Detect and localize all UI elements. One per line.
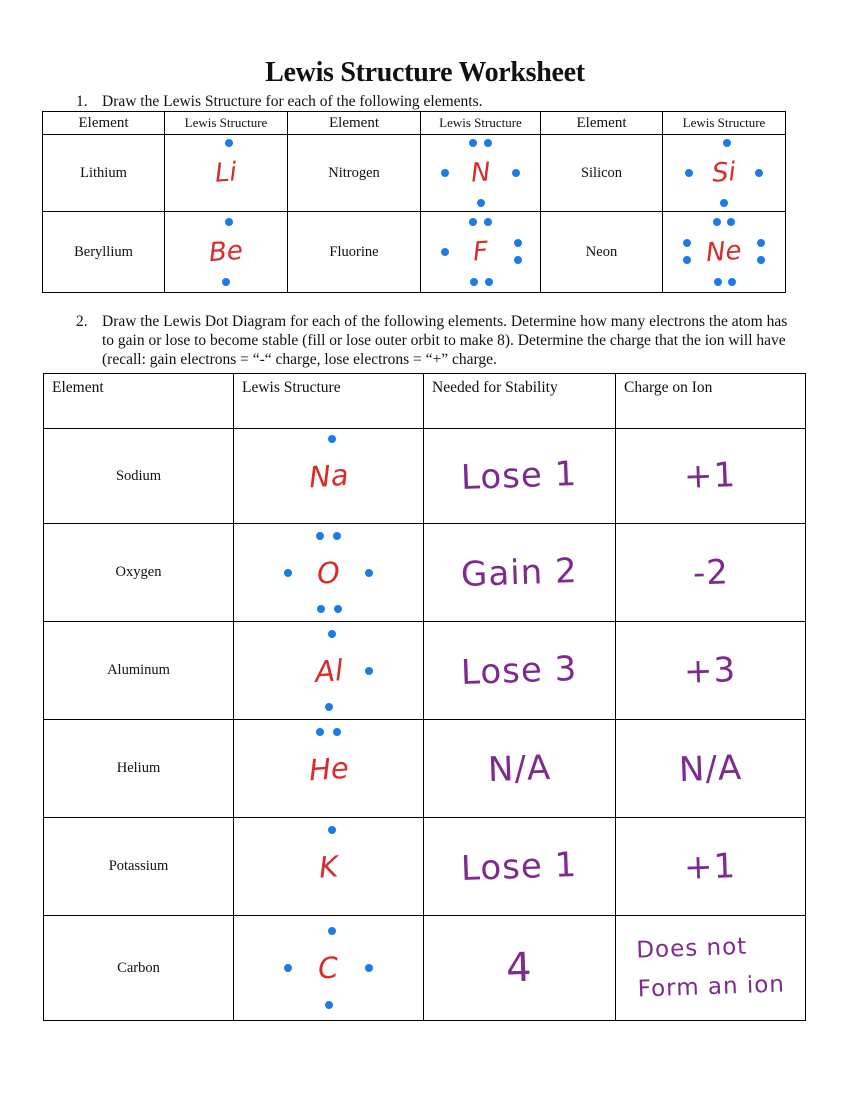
lewis-structure bbox=[429, 216, 533, 288]
electron-dot bbox=[365, 667, 373, 675]
electron-dot bbox=[484, 139, 492, 147]
electron-dot bbox=[328, 927, 336, 935]
table-row-potassium bbox=[44, 818, 806, 916]
column-header-needed-for-stability: Needed for Stability bbox=[424, 374, 616, 429]
question-2-text: Draw the Lewis Dot Diagram for each of the following elements. Determine how many electrons the atom has to gain or lose to become stable (fill or lose outer orbit to make 8). Determine the charge that the ion will have (recall: gain electrons = “-“ charge, lose electrons = “+” charge. bbox=[102, 313, 788, 368]
element-symbol: He bbox=[307, 750, 350, 787]
electron-dot bbox=[757, 239, 765, 247]
electron-dot bbox=[469, 139, 477, 147]
electron-dot bbox=[316, 728, 324, 736]
lewis-structure bbox=[269, 528, 389, 618]
element-symbol: F bbox=[471, 236, 490, 268]
charge-answer: -2 bbox=[691, 551, 730, 594]
electron-dot bbox=[514, 256, 522, 264]
electron-dot bbox=[317, 605, 325, 613]
column-header-lewis-structure: Lewis Structure bbox=[165, 112, 288, 135]
column-header-element: Element bbox=[43, 112, 165, 135]
element-name: Lithium bbox=[43, 135, 165, 212]
stability-answer: Lose 1 bbox=[460, 844, 579, 889]
element-symbol: Li bbox=[214, 157, 238, 189]
column-header-element: Element bbox=[288, 112, 421, 135]
question-1-number: 1. bbox=[76, 93, 88, 110]
page-title: Lewis Structure Worksheet bbox=[265, 56, 585, 88]
electron-dot bbox=[441, 169, 449, 177]
stability-answer: N/A bbox=[487, 747, 552, 790]
electron-dot bbox=[365, 964, 373, 972]
element-symbol: Be bbox=[208, 235, 244, 269]
element-name: Nitrogen bbox=[288, 135, 421, 212]
table-1 bbox=[42, 111, 786, 293]
lewis-structure bbox=[174, 216, 278, 288]
question-2-number: 2. bbox=[76, 313, 88, 330]
stability-answer: Lose 1 bbox=[460, 453, 579, 499]
electron-dot bbox=[720, 199, 728, 207]
electron-dot bbox=[316, 532, 324, 540]
electron-dot bbox=[683, 239, 691, 247]
charge-answer: N/A bbox=[678, 747, 743, 790]
table-row-helium bbox=[44, 720, 806, 818]
electron-dot bbox=[284, 569, 292, 577]
element-name: Helium bbox=[44, 720, 234, 818]
table-2 bbox=[43, 373, 806, 1021]
column-header-lewis-structure: Lewis Structure bbox=[663, 112, 786, 135]
table-row-oxygen bbox=[44, 524, 806, 622]
table-row-sodium bbox=[44, 429, 806, 524]
lewis-structure bbox=[174, 137, 278, 209]
electron-dot bbox=[225, 218, 233, 226]
charge-answer: +3 bbox=[683, 649, 738, 692]
electron-dot bbox=[469, 218, 477, 226]
element-name: Fluorine bbox=[288, 212, 421, 293]
element-name: Potassium bbox=[44, 818, 234, 916]
element-name: Oxygen bbox=[44, 524, 234, 622]
electron-dot bbox=[713, 218, 721, 226]
lewis-structure bbox=[269, 431, 389, 521]
electron-dot bbox=[484, 218, 492, 226]
lewis-structure bbox=[269, 724, 389, 814]
electron-dot bbox=[365, 569, 373, 577]
electron-dot bbox=[477, 199, 485, 207]
element-symbol: Si bbox=[711, 157, 737, 189]
element-symbol: C bbox=[317, 950, 340, 986]
electron-dot bbox=[325, 703, 333, 711]
element-name: Beryllium bbox=[43, 212, 165, 293]
element-symbol: Na bbox=[307, 457, 350, 495]
electron-dot bbox=[333, 728, 341, 736]
charge-answer: +1 bbox=[683, 455, 738, 497]
element-name: Carbon bbox=[44, 916, 234, 1021]
table-1-header-row bbox=[43, 112, 786, 135]
lewis-structure bbox=[269, 822, 389, 912]
electron-dot bbox=[755, 169, 763, 177]
element-symbol: K bbox=[317, 848, 340, 885]
stability-answer: 4 bbox=[505, 944, 534, 992]
electron-dot bbox=[683, 256, 691, 264]
element-name: Aluminum bbox=[44, 622, 234, 720]
electron-dot bbox=[714, 278, 722, 286]
electron-dot bbox=[225, 139, 233, 147]
stability-answer: Gain 2 bbox=[460, 550, 579, 595]
electron-dot bbox=[723, 139, 731, 147]
electron-dot bbox=[757, 256, 765, 264]
element-symbol: O bbox=[315, 554, 342, 591]
electron-dot bbox=[334, 605, 342, 613]
table-row bbox=[43, 212, 786, 293]
lewis-structure bbox=[269, 626, 389, 716]
electron-dot bbox=[441, 248, 449, 256]
electron-dot bbox=[727, 218, 735, 226]
electron-dot bbox=[728, 278, 736, 286]
table-2-header-row bbox=[44, 374, 806, 429]
lewis-structure bbox=[672, 137, 776, 209]
electron-dot bbox=[514, 239, 522, 247]
element-symbol: Al bbox=[313, 652, 344, 689]
question-1-text: Draw the Lewis Structure for each of the following elements. bbox=[102, 93, 483, 110]
electron-dot bbox=[485, 278, 493, 286]
electron-dot bbox=[333, 532, 341, 540]
column-header-element: Element bbox=[44, 374, 234, 429]
column-header-charge-on-ion: Charge on Ion bbox=[616, 374, 806, 429]
table-row-aluminum bbox=[44, 622, 806, 720]
electron-dot bbox=[328, 826, 336, 834]
element-symbol: Ne bbox=[705, 235, 743, 269]
question-1 bbox=[76, 92, 776, 111]
stability-answer: Lose 3 bbox=[460, 648, 579, 693]
electron-dot bbox=[512, 169, 520, 177]
table-row bbox=[43, 135, 786, 212]
electron-dot bbox=[685, 169, 693, 177]
charge-answer: +1 bbox=[683, 845, 738, 888]
electron-dot bbox=[284, 964, 292, 972]
column-header-lewis-structure: Lewis Structure bbox=[421, 112, 541, 135]
table-row-carbon bbox=[44, 916, 806, 1021]
electron-dot bbox=[470, 278, 478, 286]
element-name: Sodium bbox=[44, 429, 234, 524]
electron-dot bbox=[328, 630, 336, 638]
lewis-structure bbox=[269, 923, 389, 1013]
lewis-structure bbox=[429, 137, 533, 209]
electron-dot bbox=[325, 1001, 333, 1009]
element-name: Silicon bbox=[541, 135, 663, 212]
column-header-element: Element bbox=[541, 112, 663, 135]
element-symbol: N bbox=[469, 157, 492, 189]
column-header-lewis-structure: Lewis Structure bbox=[234, 374, 424, 429]
element-name: Neon bbox=[541, 212, 663, 293]
electron-dot bbox=[222, 278, 230, 286]
lewis-structure bbox=[672, 216, 776, 288]
question-2 bbox=[76, 312, 788, 369]
charge-answer: Does not Form an ion bbox=[635, 933, 786, 1003]
electron-dot bbox=[328, 435, 336, 443]
